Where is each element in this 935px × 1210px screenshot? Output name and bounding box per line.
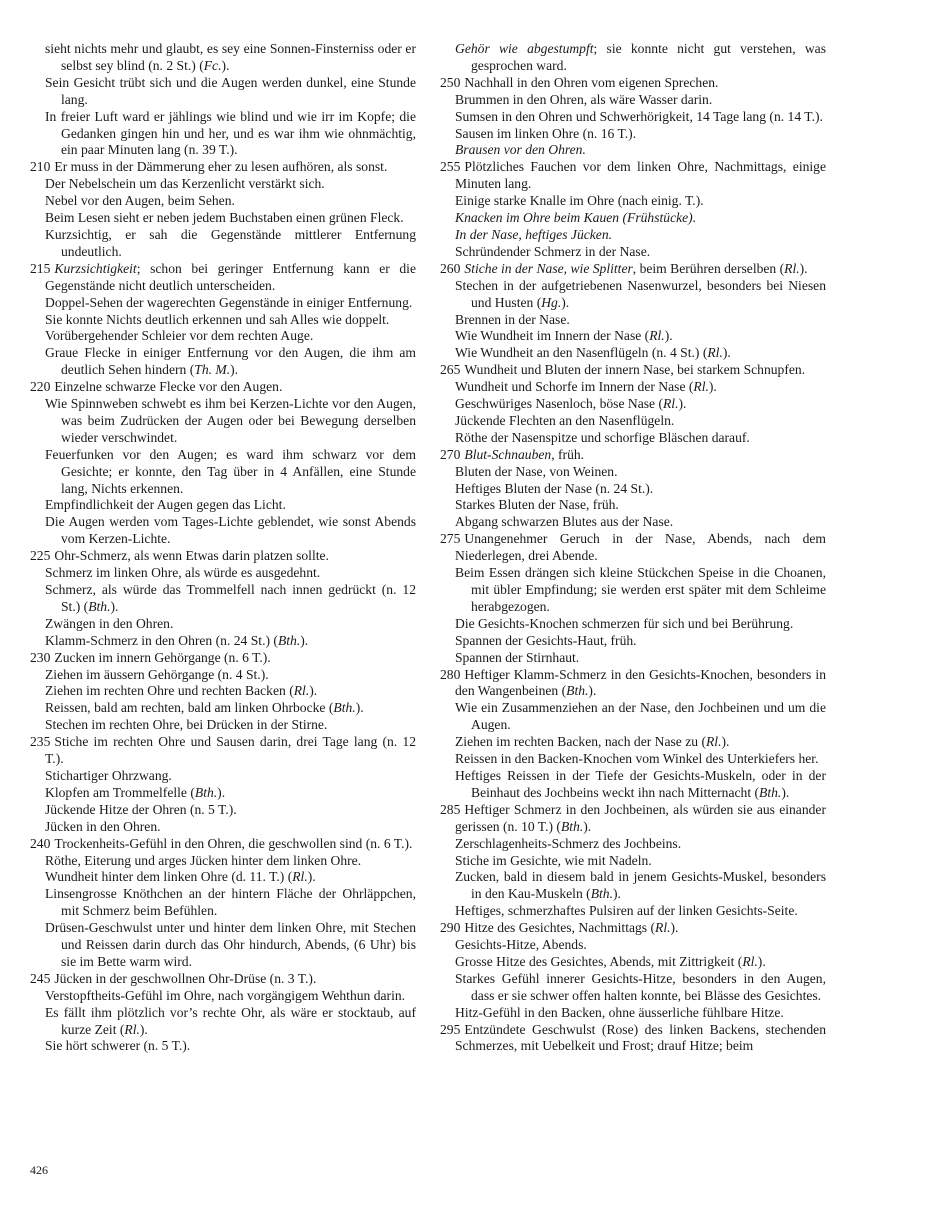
entry-text: Jücken in den Ohren. [45, 818, 161, 834]
line-number: 255 [440, 159, 461, 175]
symptom-entry [440, 193, 826, 210]
symptom-entry [30, 649, 416, 667]
line-number: 275 [440, 531, 461, 547]
symptom-entry [30, 193, 416, 210]
symptom-entry [440, 413, 826, 430]
symptom-entry [440, 616, 826, 633]
symptom-entry [440, 396, 826, 413]
entry-text: Sumsen in den Ohren und Schwerhörigkeit, 14 Tage lang (n. 14 T.). [455, 108, 823, 124]
entry-text: Starkes Gefühl innerer Gesichts-Hitze, besonders in den Augen, dass er sie schwer offen halten konnte, bei Blässe des Gesichtes. [455, 970, 826, 1003]
entry-text: Wundheit und Bluten der innern Nase, bei starkem Schnupfen. [464, 362, 806, 378]
entry-text: Gesichts-Hitze, Abends. [455, 937, 587, 953]
symptom-entry [30, 819, 416, 836]
entry-text: Abgang schwarzen Blutes aus der Nase. [455, 514, 674, 530]
entry-text: Schründender Schmerz in der Nase. [455, 243, 651, 259]
entry-text: Einzelne schwarze Flecke vor den Augen. [54, 379, 283, 395]
entry-text: Zucken, bald in diesem bald in jenem Gesichts-Muskel, besonders in den Kau-Muskeln (Bth.). [455, 869, 826, 902]
entry-text: In der Nase, heftiges Jücken. [455, 226, 613, 242]
entry-text: Feuerfunken vor den Augen; es ward ihm schwarz vor dem Gesichte; er konnte, den Tag über in 4 Anfällen, eine Stunde lang, Nichts erkennen. [45, 446, 416, 496]
entry-text: Reissen in den Backen-Knochen vom Winkel des Unterkiefers her. [455, 751, 819, 767]
entry-text: Trockenheits-Gefühl in den Ohren, die geschwollen sind (n. 6 T.). [54, 835, 413, 851]
entry-text: Linsengrosse Knöthchen an der hintern Fläche der Ohrläppchen, mit Schmerz beim Befühlen. [45, 886, 416, 919]
symptom-entry [440, 74, 826, 92]
entry-text: Heftiger Schmerz in den Jochbeinen, als würden sie aus einander gerissen (n. 10 T.) (Bth.). [455, 801, 826, 834]
symptom-entry [30, 768, 416, 785]
entry-text: Wundheit hinter dem linken Ohre (d. 11. T.) (Rl.). [45, 869, 316, 885]
symptom-entry [440, 903, 826, 920]
entry-text: Die Augen werden vom Tages-Lichte geblendet, wie sonst Abends vom Kerzen-Lichte. [45, 514, 416, 547]
line-number: 260 [440, 260, 461, 276]
line-number: 285 [440, 801, 461, 817]
symptom-entry [30, 176, 416, 193]
entry-text: Wie Wundheit im Innern der Nase (Rl.). [455, 328, 673, 344]
symptom-entry [30, 835, 416, 853]
entry-text: Hitze des Gesichtes, Nachmittags (Rl.). [464, 920, 679, 936]
symptom-entry [30, 1005, 416, 1039]
symptom-entry [30, 41, 416, 75]
symptom-entry [440, 700, 826, 734]
symptom-entry [30, 565, 416, 582]
entry-text: Ziehen im äussern Gehörgange (n. 4 St.). [45, 666, 269, 682]
entry-text: Der Nebelschein um das Kerzenlicht verstärkt sich. [45, 176, 325, 192]
symptom-entry [30, 109, 416, 160]
line-number: 215 [30, 260, 51, 276]
symptom-entry [30, 734, 416, 768]
entry-text: Zerschlagenheits-Schmerz des Jochbeins. [455, 835, 682, 851]
entry-text: Röthe, Eiterung und arges Jücken hinter dem linken Ohre. [45, 852, 362, 868]
entry-text: In freier Luft ward er jählings wie blind und wie irr im Kopfe; die Gedanken gingen hin und her, und es war ihm wie ohnmächtig, ein paar Minuten lang (n. 39 T.). [45, 108, 416, 158]
symptom-entry [440, 345, 826, 362]
symptom-entry [440, 1005, 826, 1022]
entry-text: Brausen vor den Ohren. [455, 142, 586, 158]
symptom-entry [440, 920, 826, 937]
symptom-entry [440, 379, 826, 396]
entry-text: Unangenehmer Geruch in der Nase, Abends, nach dem Niederlegen, drei Abende. [455, 531, 826, 564]
entry-text: Die Gesichts-Knochen schmerzen für sich und bei Berührung. [455, 615, 794, 631]
entry-text: Stichartiger Ohrzwang. [45, 767, 172, 783]
symptom-entry [440, 41, 826, 75]
entry-text: Stechen im rechten Ohre, bei Drücken in der Stirne. [45, 717, 328, 733]
entry-text: Einige starke Knalle im Ohre (nach einig. T.). [455, 193, 704, 209]
entry-text: Grosse Hitze des Gesichtes, Abends, mit Zittrigkeit (Rl.). [455, 953, 766, 969]
symptom-entry [30, 75, 416, 109]
entry-text: Heftiges Bluten der Nase (n. 24 St.). [455, 480, 654, 496]
symptom-entry [30, 328, 416, 345]
entry-text: Blut-Schnauben, früh. [464, 446, 585, 462]
line-number: 245 [30, 970, 51, 986]
entry-text: Wie ein Zusammenziehen an der Nase, den Jochbeinen und um die Augen. [455, 700, 826, 733]
entry-text: Stiche in der Nase, wie Splitter, beim Berühren derselben (Rl.). [464, 260, 808, 276]
symptom-entry [440, 768, 826, 802]
entry-text: Geschwüriges Nasenloch, böse Nase (Rl.). [455, 396, 687, 412]
symptom-entry [440, 650, 826, 667]
symptom-entry [440, 481, 826, 498]
entry-text: Stiche im rechten Ohre und Sausen darin, drei Tage lang (n. 12 T.). [45, 734, 416, 767]
line-number: 270 [440, 446, 461, 462]
entry-text: Sein Gesicht trübt sich und die Augen werden dunkel, eine Stunde lang. [45, 74, 416, 107]
entry-text: Zucken im innern Gehörgange (n. 6 T.). [54, 649, 271, 665]
symptom-entry [440, 734, 826, 751]
symptom-entry [440, 801, 826, 836]
symptom-entry [440, 278, 826, 312]
entry-text: Verstopftheits-Gefühl im Ohre, nach vorgängigem Wehthun darin. [45, 987, 406, 1003]
line-number: 235 [30, 734, 51, 750]
symptom-entry [440, 210, 826, 227]
entry-text: Entzündete Geschwulst (Rose) des linken Backens, stechenden Schmerzes, mit Uebelkeit und Frost; drauf Hitze; beim [455, 1021, 826, 1054]
entry-text: Schmerz, als würde das Trommelfell nach innen gedrückt (n. 12 St.) (Bth.). [45, 582, 416, 614]
symptom-entry [30, 616, 416, 633]
symptom-entry [440, 227, 826, 244]
entry-text: Beim Essen drängen sich kleine Stückchen Speise in die Choanen, mit übler Empfindung; sie werden erst später mit dem Schleime herabgezogen. [455, 565, 826, 614]
symptom-entry [30, 920, 416, 971]
entry-text: Sie hört schwerer (n. 5 T.). [45, 1038, 191, 1054]
symptom-entry [440, 514, 826, 531]
entry-text: Kurzsichtigkeit; schon bei geringer Entfernung kann er die Gegenstände nicht deutlich unterscheiden. [45, 260, 416, 293]
symptom-entry [440, 142, 826, 159]
entry-text: Ziehen im rechten Backen, nach der Nase zu (Rl.). [455, 734, 730, 750]
symptom-entry [30, 582, 416, 616]
symptom-entry [440, 312, 826, 329]
entry-text: Jücken in der geschwollnen Ohr-Drüse (n. 3 T.). [54, 970, 317, 986]
symptom-entry [30, 970, 416, 988]
page-number: 426 [30, 1163, 48, 1177]
symptom-entry [440, 869, 826, 903]
line-number: 265 [440, 362, 461, 378]
entry-text: Stechen in der aufgetriebenen Nasenwurzel, besonders bei Niesen und Husten (Hg.). [455, 277, 826, 310]
symptom-entry [30, 1038, 416, 1055]
right-column [440, 41, 826, 1055]
entry-text: Beim Lesen sieht er neben jedem Buchstaben einen grünen Fleck. [45, 210, 404, 226]
entry-text: Wie Spinnweben schwebt es ihm bei Kerzen-Lichte vor den Augen, was beim Zudrücken der Augen oder bei Bewegung derselben wieder verschwindet. [45, 396, 416, 445]
line-number: 250 [440, 74, 461, 90]
entry-text: Klopfen am Trommelfelle (Bth.). [45, 784, 226, 800]
entry-text: Spannen der Stirnhaut. [455, 649, 580, 665]
symptom-entry [30, 683, 416, 700]
entry-text: Nachhall in den Ohren vom eigenen Sprechen. [464, 74, 719, 90]
entry-text: Sie konnte Nichts deutlich erkennen und sah Alles wie doppelt. [45, 311, 390, 327]
entry-text: Doppel-Sehen der wagerechten Gegenstände in einiger Entfernung. [45, 294, 413, 310]
left-column [30, 41, 416, 1055]
line-number: 220 [30, 379, 51, 395]
symptom-entry [440, 362, 826, 379]
entry-text: Drüsen-Geschwulst unter und hinter dem linken Ohre, mit Stechen und Reissen darin durch das Ohr hindurch, Abends, (6 Uhr) bis sie im Bette warm wird. [45, 920, 416, 969]
symptom-entry [30, 497, 416, 514]
entry-text: Jückende Flechten an den Nasenflügeln. [455, 412, 675, 428]
line-number: 240 [30, 835, 51, 851]
symptom-entry [30, 633, 416, 650]
entry-text: Bluten der Nase, von Weinen. [455, 463, 618, 479]
symptom-entry [440, 954, 826, 971]
symptom-entry [30, 700, 416, 717]
symptom-entry [30, 717, 416, 734]
entry-text: Nebel vor den Augen, beim Sehen. [45, 193, 235, 209]
symptom-entry [440, 126, 826, 143]
entry-text: Wundheit und Schorfe im Innern der Nase (Rl.). [455, 379, 717, 395]
entry-text: Empfindlichkeit der Augen gegen das Licht. [45, 497, 286, 513]
symptom-entry [30, 396, 416, 447]
entry-text: Stiche im Gesichte, wie mit Nadeln. [455, 852, 652, 868]
entry-text: Starkes Bluten der Nase, früh. [455, 497, 619, 513]
symptom-entry [440, 109, 826, 126]
line-number: 230 [30, 649, 51, 665]
symptom-entry [440, 751, 826, 768]
symptom-entry [440, 159, 826, 193]
entry-text: Knacken im Ohre beim Kauen (Frühstücke). [455, 210, 697, 226]
symptom-entry [30, 260, 416, 295]
line-number: 225 [30, 548, 51, 564]
entry-text: Kurzsichtig, er sah die Gegenstände mittlerer Entfernung undeutlich. [45, 226, 416, 259]
symptom-entry [30, 159, 416, 176]
symptom-entry [440, 971, 826, 1005]
entry-text: Vorübergehender Schleier vor dem rechten Auge. [45, 328, 314, 344]
entry-text: Es fällt ihm plötzlich vor’s rechte Ohr, als wäre er stocktaub, auf kurze Zeit (Rl.). [45, 1004, 416, 1037]
symptom-entry [30, 379, 416, 396]
symptom-entry [30, 514, 416, 548]
entry-text: Sausen im linken Ohre (n. 16 T.). [455, 125, 637, 141]
symptom-entry [30, 802, 416, 819]
symptom-entry [440, 1021, 826, 1056]
entry-text: Zwängen in den Ohren. [45, 615, 174, 631]
symptom-entry [440, 565, 826, 616]
symptom-entry [30, 886, 416, 920]
entry-text: Brummen in den Ohren, als wäre Wasser darin. [455, 91, 713, 107]
symptom-entry [440, 92, 826, 109]
entry-text: Schmerz im linken Ohre, als würde es ausgedehnt. [45, 565, 321, 581]
line-number: 280 [440, 666, 461, 682]
entry-text: Wie Wundheit an den Nasenflügeln (n. 4 St.) (Rl.). [455, 345, 731, 361]
symptom-entry [30, 345, 416, 379]
entry-text: Heftiger Klamm-Schmerz in den Gesichts-Knochen, besonders in den Wangenbeinen (Bth.). [455, 666, 826, 699]
symptom-entry [30, 312, 416, 329]
symptom-entry [440, 328, 826, 345]
entry-text: Plötzliches Fauchen vor dem linken Ohre, Nachmittags, einige Minuten lang. [455, 159, 826, 192]
symptom-entry [440, 853, 826, 870]
symptom-entry [30, 548, 416, 565]
symptom-entry [30, 227, 416, 261]
symptom-entry [440, 531, 826, 565]
entry-text: Klamm-Schmerz in den Ohren (n. 24 St.) (Bth.). [45, 632, 309, 648]
symptom-entry [440, 633, 826, 650]
symptom-entry [440, 497, 826, 514]
line-number: 295 [440, 1021, 461, 1037]
entry-text: Ohr-Schmerz, als wenn Etwas darin platzen sollte. [54, 548, 329, 564]
entry-text: Jückende Hitze der Ohren (n. 5 T.). [45, 801, 237, 817]
symptom-entry [30, 667, 416, 684]
symptom-entry [30, 785, 416, 802]
symptom-entry [30, 853, 416, 870]
entry-text: Gehör wie abgestumpft; sie konnte nicht gut verstehen, was gesprochen ward. [455, 41, 826, 73]
symptom-entry [440, 937, 826, 954]
entry-text: Reissen, bald am rechten, bald am linken Ohrbocke (Bth.). [45, 700, 364, 716]
entry-text: Brennen in der Nase. [455, 311, 570, 327]
line-number: 290 [440, 920, 461, 936]
entry-text: Heftiges Reissen in der Tiefe der Gesichts-Muskeln, oder in der Beinhaut des Jochbeins weckt ihn nach Mitternacht (Bth.). [455, 767, 826, 800]
symptom-entry [440, 446, 826, 464]
entry-text: Heftiges, schmerzhaftes Pulsiren auf der linken Gesichts-Seite. [455, 903, 798, 919]
entry-text: Graue Flecke in einiger Entfernung vor den Augen, die ihm am deutlich Sehen hindern (Th. M.). [45, 345, 416, 378]
entry-text: Hitz-Gefühl in den Backen, ohne äusserliche fühlbare Hitze. [455, 1004, 784, 1020]
entry-text: Spannen der Gesichts-Haut, früh. [455, 632, 637, 648]
line-number: 210 [30, 159, 51, 175]
symptom-entry [440, 260, 826, 278]
symptom-entry [30, 988, 416, 1005]
symptom-entry [440, 666, 826, 701]
symptom-entry [30, 210, 416, 227]
entry-text: Röthe der Nasenspitze und schorfige Bläschen darauf. [455, 429, 750, 445]
symptom-entry [440, 464, 826, 481]
symptom-entry [440, 244, 826, 261]
entry-text: Ziehen im rechten Ohre und rechten Backen (Rl.). [45, 683, 318, 699]
symptom-entry [30, 295, 416, 312]
entry-text: sieht nichts mehr und glaubt, es sey eine Sonnen-Finsterniss oder er selbst sey blind (n. 2 St.) (Fc.). [45, 41, 416, 73]
symptom-entry [30, 869, 416, 886]
symptom-entry [440, 836, 826, 853]
entry-text: Er muss in der Dämmerung eher zu lesen aufhören, als sonst. [54, 159, 388, 175]
symptom-entry [440, 430, 826, 447]
symptom-entry [30, 447, 416, 498]
